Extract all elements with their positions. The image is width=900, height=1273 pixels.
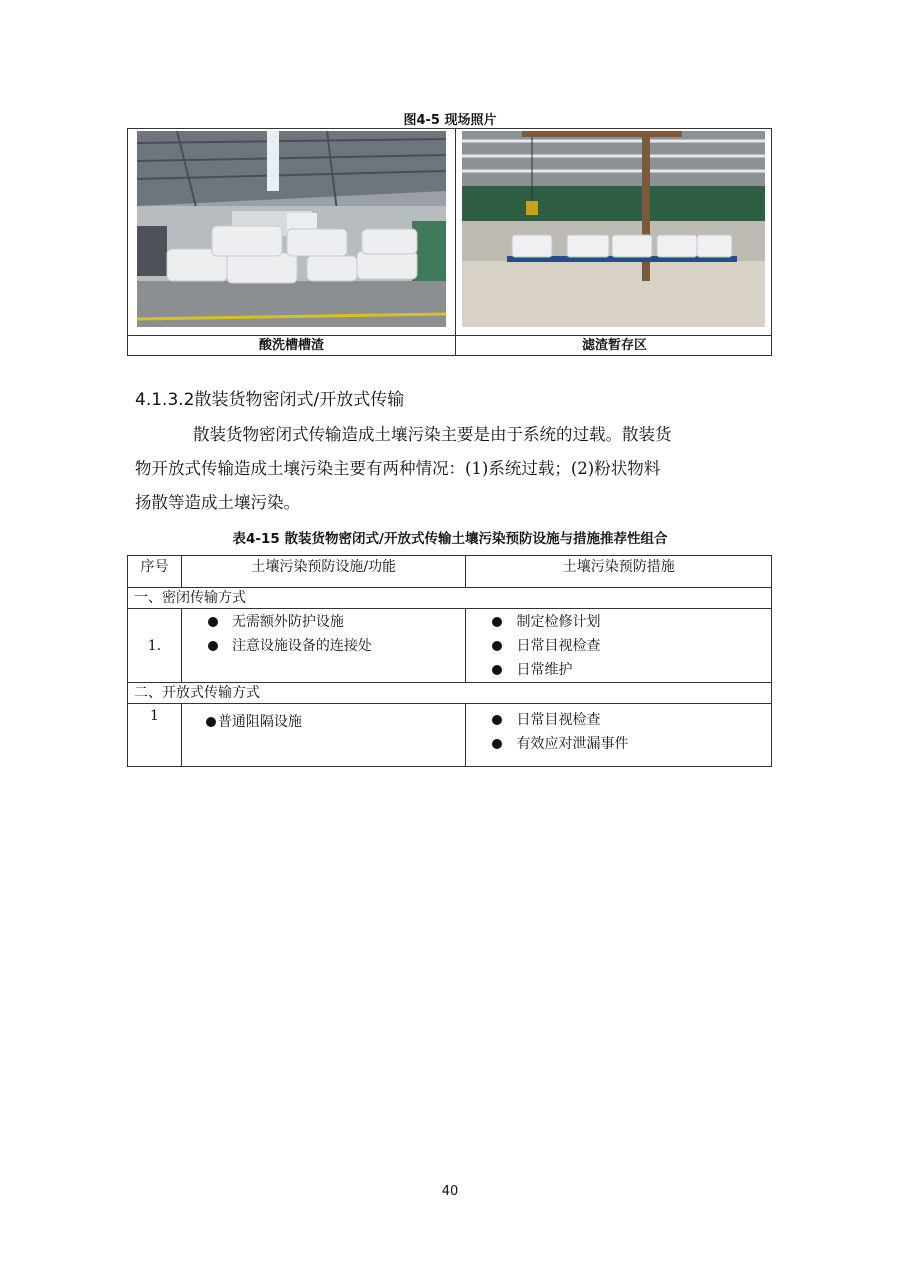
header-measures: 土壤污染预防措施 <box>466 556 772 588</box>
page-number: 40 <box>441 1184 459 1199</box>
section-title: 二、开放式传输方式 <box>128 683 772 704</box>
bullet-icon <box>492 739 502 749</box>
bullet-icon <box>492 715 502 725</box>
figure-caption: 图4-5 现场照片 <box>403 113 497 128</box>
paragraph-line: 散装货物密闭式传输造成土壤污染主要是由于系统的过载。散装货 <box>193 425 672 444</box>
photo-table <box>127 128 772 356</box>
bullet-icon <box>492 617 502 627</box>
bullet-icon <box>206 717 216 727</box>
photo-caption-right: 滤渣暂存区 <box>581 338 647 353</box>
list-item: 有效应对泄漏事件 <box>472 732 765 756</box>
bullet-icon <box>492 641 502 651</box>
list-item: 注意设施设备的连接处 <box>188 634 460 658</box>
section-row <box>128 683 772 704</box>
paragraph-line: 物开放式传输造成土壤污染主要有两种情况：(1)系统过载；(2)粉状物料 <box>135 459 661 478</box>
list-item: 日常目视检查 <box>472 634 765 658</box>
section-row <box>128 588 772 609</box>
section-title: 一、密闭传输方式 <box>128 588 772 609</box>
row-number: 1 <box>128 704 182 767</box>
table-header-row <box>128 556 772 588</box>
table-row <box>128 704 772 767</box>
body-paragraph <box>135 418 775 520</box>
bullet-icon <box>492 665 502 675</box>
list-item: 制定检修计划 <box>472 610 765 634</box>
prevention-table <box>127 555 772 767</box>
section-heading: 4.1.3.2散装货物密闭式/开放式传输 <box>135 390 405 410</box>
list-item: 无需额外防护设施 <box>188 610 460 634</box>
header-no: 序号 <box>128 556 182 588</box>
list-item: 普通阻隔设施 <box>188 710 460 734</box>
list-item: 日常目视检查 <box>472 708 765 732</box>
photo-filter-residue-storage <box>462 131 765 327</box>
table-caption: 表4-15 散装货物密闭式/开放式传输土壤污染预防设施与措施推荐性组合 <box>232 531 668 547</box>
bullet-icon <box>208 617 218 627</box>
paragraph-line: 扬散等造成土壤污染。 <box>135 493 300 512</box>
header-facilities: 土壤污染预防设施/功能 <box>181 556 466 588</box>
photo-caption-left: 酸洗槽槽渣 <box>258 338 324 353</box>
photo-acid-wash-residue <box>137 131 446 327</box>
list-item: 日常维护 <box>472 658 765 682</box>
bullet-icon <box>208 641 218 651</box>
row-number: 1. <box>128 609 182 683</box>
table-row <box>128 609 772 683</box>
